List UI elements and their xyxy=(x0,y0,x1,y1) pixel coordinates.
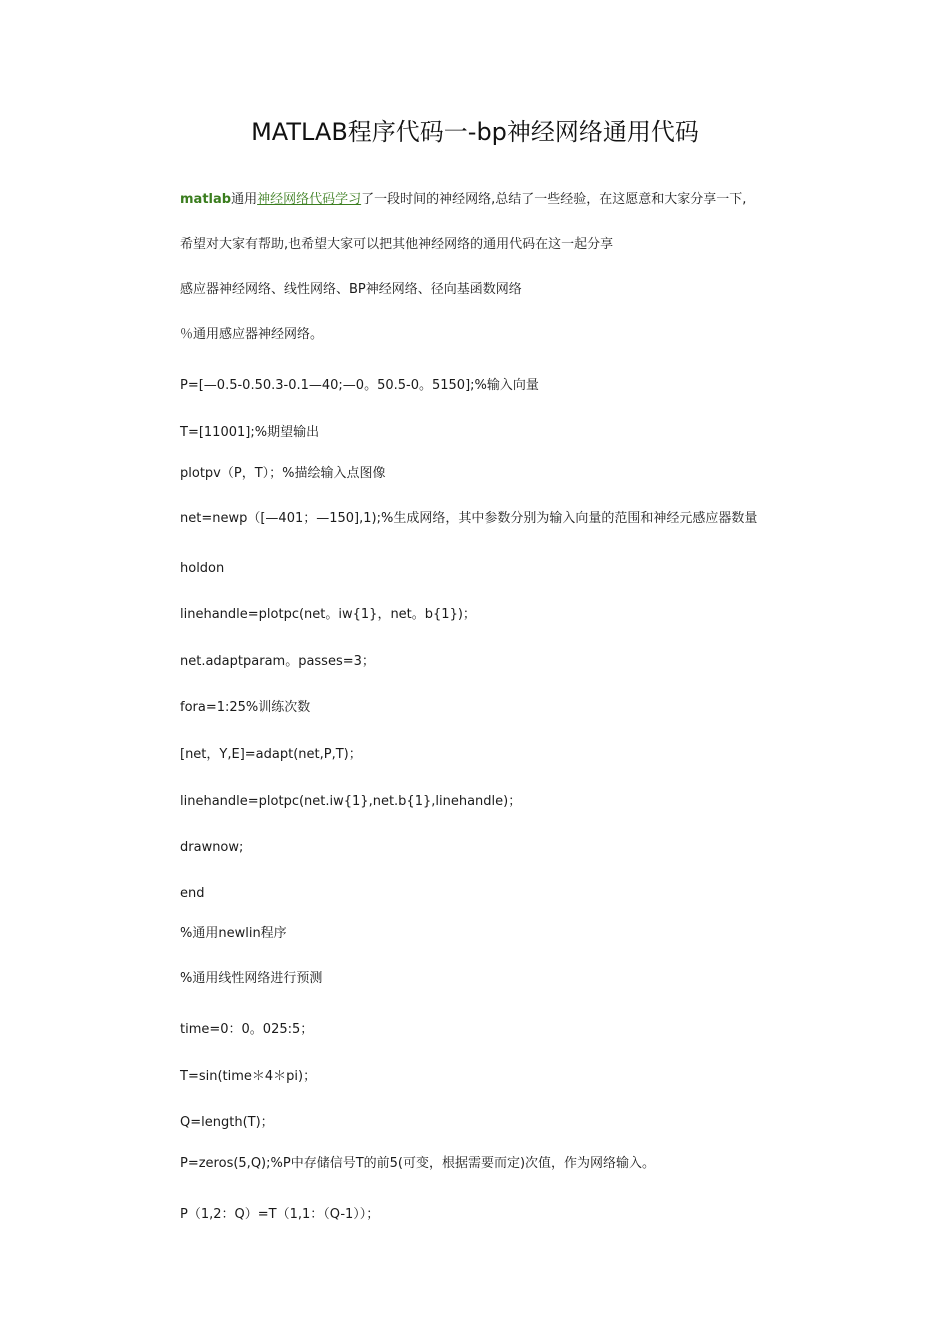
comment-line: ％通用感应器神经网络。 xyxy=(180,327,324,342)
code-line: T=sin(time＊4＊pi)； xyxy=(180,1069,317,1084)
code-line: [net，Y,E]=adapt(net,P,T)； xyxy=(180,747,362,762)
brand-text: matlab xyxy=(180,192,232,207)
code-line: net.adaptparam。passes=3； xyxy=(180,654,375,669)
code-line: linehandle=plotpc(net。iw{1}，net。b{1})； xyxy=(180,607,476,622)
text-line: 感应器神经网络、线性网络、BP神经网络、径向基函数网络 xyxy=(180,282,522,297)
text-line: 希望对大家有帮助,也希望大家可以把其他神经网络的通用代码在这一起分享 xyxy=(180,237,614,252)
code-learning-link[interactable]: 神经网络代码学习 xyxy=(257,192,362,207)
comment-line: %通用newlin程序 xyxy=(180,926,287,941)
intro-line xyxy=(180,191,746,209)
code-line: plotpv（P，T）；%描绘输入点图像 xyxy=(180,466,386,481)
code-line: P（1,2：Q）=T（1,1：（Q-1））； xyxy=(180,1207,380,1222)
code-line: holdon xyxy=(180,561,225,576)
code-line: P=[—0.5-0.50.3-0.1—40;—0。50.5-0。5150];%输入向量 xyxy=(180,378,539,393)
code-line: linehandle=plotpc(net.iw{1},net.b{1},linehandle)； xyxy=(180,794,522,809)
code-line: drawnow; xyxy=(180,840,244,855)
code-line: T=[11001];%期望输出 xyxy=(180,425,320,440)
code-line: Q=length(T)； xyxy=(180,1115,274,1130)
code-line: fora=1:25%训练次数 xyxy=(180,700,311,715)
document-title: MATLAB程序代码一-bp神经网络通用代码 xyxy=(251,118,699,146)
comment-line: %通用线性网络进行预测 xyxy=(180,971,323,986)
code-line: end xyxy=(180,886,205,901)
intro-pre-text: 通用 xyxy=(231,192,258,207)
code-line: P=zeros(5,Q);%P中存储信号T的前5(可变，根据需要而定)次值，作为网络输入。 xyxy=(180,1156,656,1171)
intro-post-text: 了一段时间的神经网络,总结了一些经验，在这愿意和大家分享一下, xyxy=(361,192,747,207)
code-line: net=newp（[—401；—150],1);%生成网络，其中参数分别为输入向量的范围和神经元感应器数量 xyxy=(180,511,758,526)
code-line: time=0：0。025:5； xyxy=(180,1022,314,1037)
